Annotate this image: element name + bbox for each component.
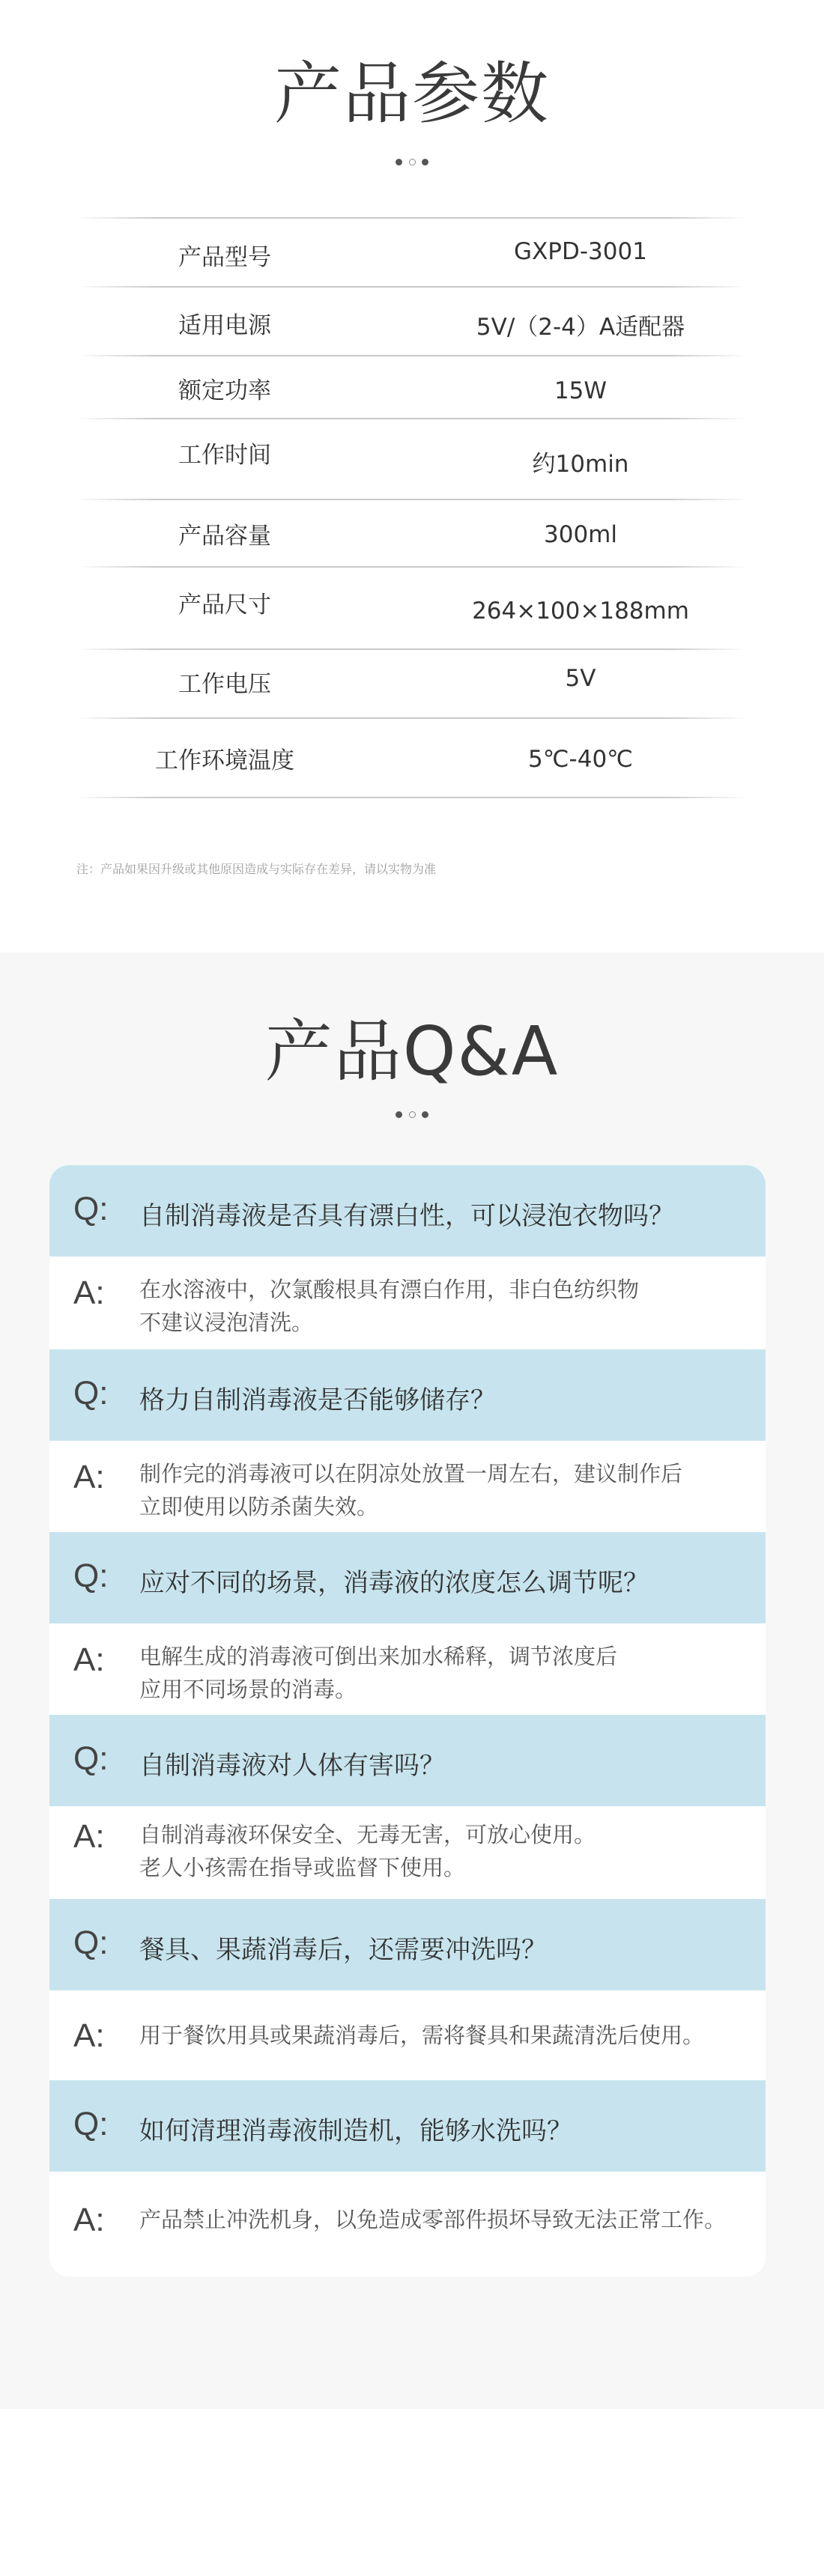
question-block xyxy=(49,2080,766,2172)
answer-block xyxy=(49,1441,766,1532)
param-row xyxy=(75,217,749,286)
param-row xyxy=(75,499,749,566)
param-value: 5V/（2-4）A适配器 xyxy=(476,314,685,341)
param-value: GXPD-3001 xyxy=(514,238,647,265)
param-value: 264×100×188mm xyxy=(472,598,689,625)
param-value: 300ml xyxy=(544,521,617,548)
dot-hollow-icon xyxy=(409,1111,416,1118)
answer-block xyxy=(49,2172,766,2276)
params-title-dots xyxy=(396,157,428,166)
question-text: 格力自制消毒液是否能够储存？ xyxy=(139,1385,496,1415)
answer-line: 产品禁止冲洗机身，以免造成零部件损坏导致无法正常工作。 xyxy=(139,2207,727,2232)
a-mark: A: xyxy=(73,1641,105,1678)
param-row xyxy=(75,286,749,355)
param-row xyxy=(75,418,749,499)
a-mark: A: xyxy=(73,2017,105,2054)
qa-card xyxy=(49,1165,766,2276)
param-label: 工作电压 xyxy=(178,671,271,698)
answer-line: 用于餐饮用具或果蔬消毒后，需将餐具和果蔬清洗后使用。 xyxy=(139,2023,705,2048)
answer-line: 不建议浸泡清洗。 xyxy=(139,1310,314,1335)
param-value: 15W xyxy=(554,377,608,404)
question-block xyxy=(49,1165,766,1257)
answer-line: 电解生成的消毒液可倒出来加水稀释，调节浓度后 xyxy=(139,1644,618,1669)
answer-line: 制作完的消毒液可以在阴凉处放置一周左右，建议制作后 xyxy=(139,1461,683,1486)
param-value: 5V xyxy=(565,665,596,692)
qa-title: 产品Q&A xyxy=(264,1012,560,1091)
param-row xyxy=(75,355,749,418)
question-text: 如何清理消毒液制造机，能够水洗吗？ xyxy=(139,2116,572,2146)
param-label: 产品尺寸 xyxy=(178,592,271,619)
answer-line: 在水溶液中，次氯酸根具有漂白作用，非白色纺织物 xyxy=(139,1277,640,1302)
answer-block xyxy=(49,1990,766,2080)
answer-line: 自制消毒液环保安全、无毒无害，可放心使用。 xyxy=(139,1822,596,1847)
param-value: 约10min xyxy=(532,451,629,478)
answer-block xyxy=(49,1257,766,1349)
question-text: 自制消毒液对人体有害吗？ xyxy=(139,1751,445,1781)
dot-icon xyxy=(396,1111,402,1118)
answer-block xyxy=(49,1806,766,1899)
param-label: 产品型号 xyxy=(178,244,271,271)
dot-icon xyxy=(396,159,402,165)
a-mark: A: xyxy=(73,1459,105,1495)
question-text: 自制消毒液是否具有漂白性，可以浸泡衣物吗？ xyxy=(139,1201,674,1231)
question-block xyxy=(49,1715,766,1806)
param-label: 工作环境温度 xyxy=(155,747,294,774)
q-mark: Q: xyxy=(73,1925,109,1961)
question-block xyxy=(49,1532,766,1623)
question-text: 餐具、果蔬消毒后，还需要冲洗吗？ xyxy=(139,1935,547,1965)
answer-line: 老人小孩需在指导或监督下使用。 xyxy=(139,1855,466,1880)
param-row xyxy=(75,566,749,648)
q-mark: Q: xyxy=(73,2106,109,2142)
q-mark: Q: xyxy=(73,1191,109,1227)
param-label: 工作时间 xyxy=(178,442,271,469)
param-label: 额定功率 xyxy=(178,377,271,404)
params-section xyxy=(0,0,824,953)
answer-line: 立即使用以防杀菌失效。 xyxy=(139,1494,379,1519)
qa-title-dots xyxy=(396,1110,428,1119)
param-label: 产品容量 xyxy=(178,523,271,550)
param-row xyxy=(75,648,749,717)
param-label: 适用电源 xyxy=(178,312,271,339)
params-title: 产品参数 xyxy=(274,55,550,133)
q-mark: Q: xyxy=(73,1558,109,1594)
dot-icon xyxy=(422,159,428,165)
q-mark: Q: xyxy=(73,1740,109,1777)
dot-hollow-icon xyxy=(409,159,416,165)
a-mark: A: xyxy=(73,1818,105,1855)
param-row xyxy=(75,717,749,797)
disclaimer-note: 注：产品如果因升级或其他原因造成与实际存在差异，请以实物为准 xyxy=(76,862,437,876)
q-mark: Q: xyxy=(73,1375,109,1412)
question-block xyxy=(49,1349,766,1441)
a-mark: A: xyxy=(73,2202,105,2238)
answer-block xyxy=(49,1623,766,1715)
row-divider xyxy=(75,797,749,798)
param-value: 5℃-40℃ xyxy=(528,746,633,773)
page-footer-space xyxy=(0,2409,824,2576)
answer-line: 应用不同场景的消毒。 xyxy=(139,1677,357,1702)
question-block xyxy=(49,1899,766,1990)
dot-icon xyxy=(422,1111,428,1118)
question-text: 应对不同的场景，消毒液的浓度怎么调节呢？ xyxy=(139,1568,649,1598)
a-mark: A: xyxy=(73,1275,105,1311)
